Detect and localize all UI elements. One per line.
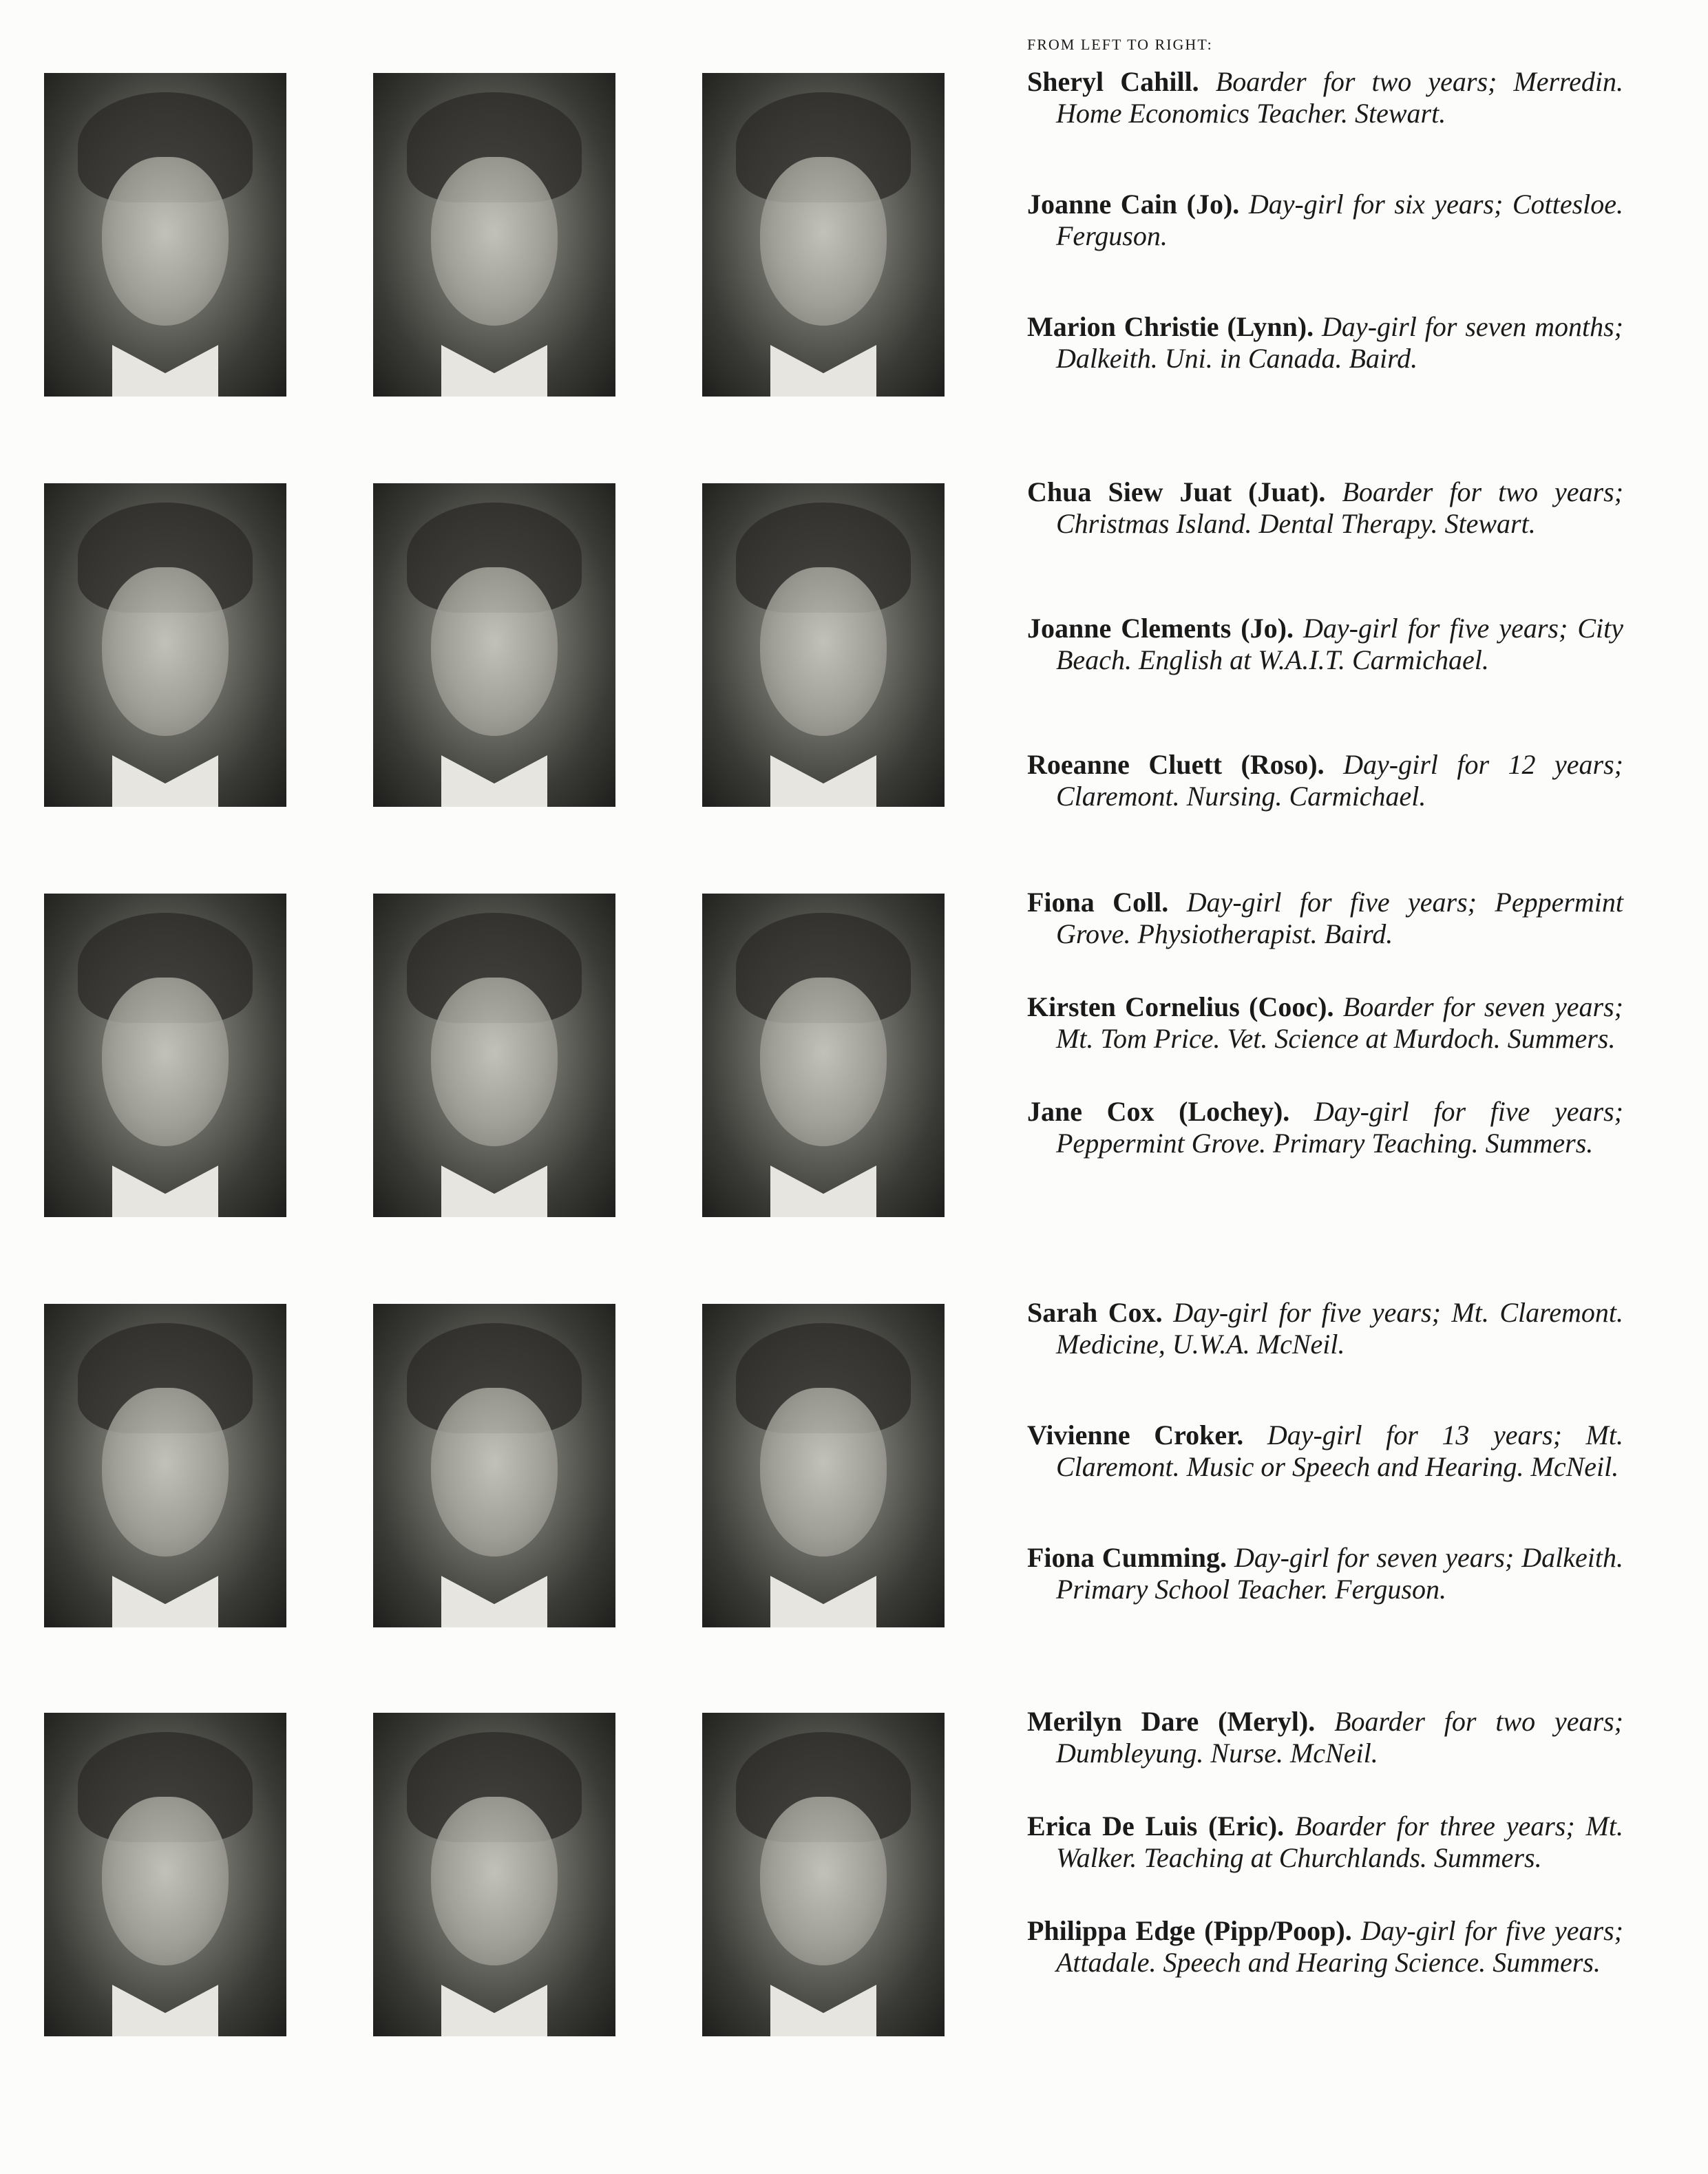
caption-entry — [1027, 991, 1623, 1055]
student-details: Day-girl for seven years; Dalkeith. Primary School Teacher. Ferguson. — [1056, 1542, 1623, 1605]
student-name: Erica De Luis (Eric). — [1027, 1811, 1285, 1841]
student-name: Roeanne Cluett (Roso). — [1027, 749, 1325, 780]
caption-entry — [1027, 613, 1623, 676]
caption-entry — [1027, 189, 1623, 252]
portrait-photo — [373, 73, 615, 397]
student-name: Philippa Edge (Pipp/Poop). — [1027, 1915, 1352, 1946]
caption-group — [1027, 476, 1623, 812]
student-details: Day-girl for seven months; Dalkeith. Uni. in Canada. Baird. — [1056, 311, 1623, 374]
student-name: Fiona Coll. — [1027, 887, 1169, 918]
portrait-photo — [373, 1304, 615, 1627]
student-name: Joanne Cain (Jo). — [1027, 189, 1240, 220]
student-details: Boarder for two years; Christmas Island. Dental Therapy. Stewart. — [1056, 476, 1624, 539]
caption-group — [1027, 66, 1623, 374]
caption-entry — [1027, 1096, 1623, 1159]
caption-entry — [1027, 1706, 1623, 1769]
student-details: Boarder for seven years; Mt. Tom Price. Vet. Science at Murdoch. Summers. — [1056, 991, 1623, 1054]
caption-entry — [1027, 887, 1623, 950]
caption-entry — [1027, 1915, 1623, 1978]
portrait-photo — [702, 1304, 945, 1627]
student-name: Kirsten Cornelius (Cooc). — [1027, 991, 1334, 1022]
student-name: Joanne Clements (Jo). — [1027, 613, 1294, 644]
student-name: Marion Christie (Lynn). — [1027, 311, 1314, 342]
portrait-photo — [373, 894, 615, 1217]
student-name: Sarah Cox. — [1027, 1297, 1163, 1328]
student-name: Sheryl Cahill. — [1027, 66, 1199, 97]
caption-entry — [1027, 476, 1623, 540]
portrait-photo — [44, 73, 286, 397]
portrait-photo — [44, 1713, 286, 2036]
student-details: Day-girl for five years; Peppermint Grove. Physiotherapist. Baird. — [1056, 887, 1623, 949]
portrait-photo — [702, 73, 945, 397]
caption-entry — [1027, 1297, 1623, 1360]
caption-group — [1027, 1297, 1623, 1605]
student-details: Day-girl for 13 years; Mt. Claremont. Music or Speech and Hearing. McNeil. — [1056, 1420, 1623, 1482]
portrait-photo — [44, 894, 286, 1217]
portrait-photo — [373, 1713, 615, 2036]
student-name: Vivienne Croker. — [1027, 1420, 1244, 1450]
student-details: Day-girl for five years; Attadale. Speech and Hearing Science. Summers. — [1056, 1915, 1623, 1978]
caption-entry — [1027, 1420, 1623, 1483]
portrait-photo — [44, 483, 286, 807]
caption-group — [1027, 1706, 1623, 1978]
student-details: Boarder for two years; Dumbleyung. Nurse. McNeil. — [1056, 1706, 1623, 1769]
student-details: Boarder for two years; Merredin. Home Economics Teacher. Stewart. — [1056, 66, 1624, 129]
student-details: Day-girl for 12 years; Claremont. Nursing. Carmichael. — [1056, 749, 1624, 812]
student-name: Merilyn Dare (Meryl). — [1027, 1706, 1316, 1737]
student-name: Fiona Cumming. — [1027, 1542, 1227, 1573]
student-details: Day-girl for six years; Cottesloe. Ferguson. — [1056, 189, 1623, 251]
portrait-photo — [702, 894, 945, 1217]
student-name: Chua Siew Juat (Juat). — [1027, 476, 1326, 507]
page-header: FROM LEFT TO RIGHT: — [1027, 36, 1213, 53]
student-details: Boarder for three years; Mt. Walker. Teaching at Churchlands. Summers. — [1056, 1811, 1623, 1873]
student-details: Day-girl for five years; Peppermint Grove. Primary Teaching. Summers. — [1056, 1096, 1623, 1159]
caption-entry — [1027, 1811, 1623, 1874]
portrait-photo — [373, 483, 615, 807]
caption-entry — [1027, 1542, 1623, 1605]
caption-entry — [1027, 66, 1623, 129]
portrait-photo — [702, 1713, 945, 2036]
portrait-photo — [44, 1304, 286, 1627]
student-details: Day-girl for five years; City Beach. English at W.A.I.T. Carmichael. — [1056, 613, 1624, 675]
portrait-photo — [702, 483, 945, 807]
caption-entry — [1027, 311, 1623, 374]
student-name: Jane Cox (Lochey). — [1027, 1096, 1290, 1127]
caption-entry — [1027, 749, 1623, 812]
student-details: Day-girl for five years; Mt. Claremont. Medicine, U.W.A. McNeil. — [1056, 1297, 1623, 1360]
caption-group — [1027, 887, 1623, 1159]
